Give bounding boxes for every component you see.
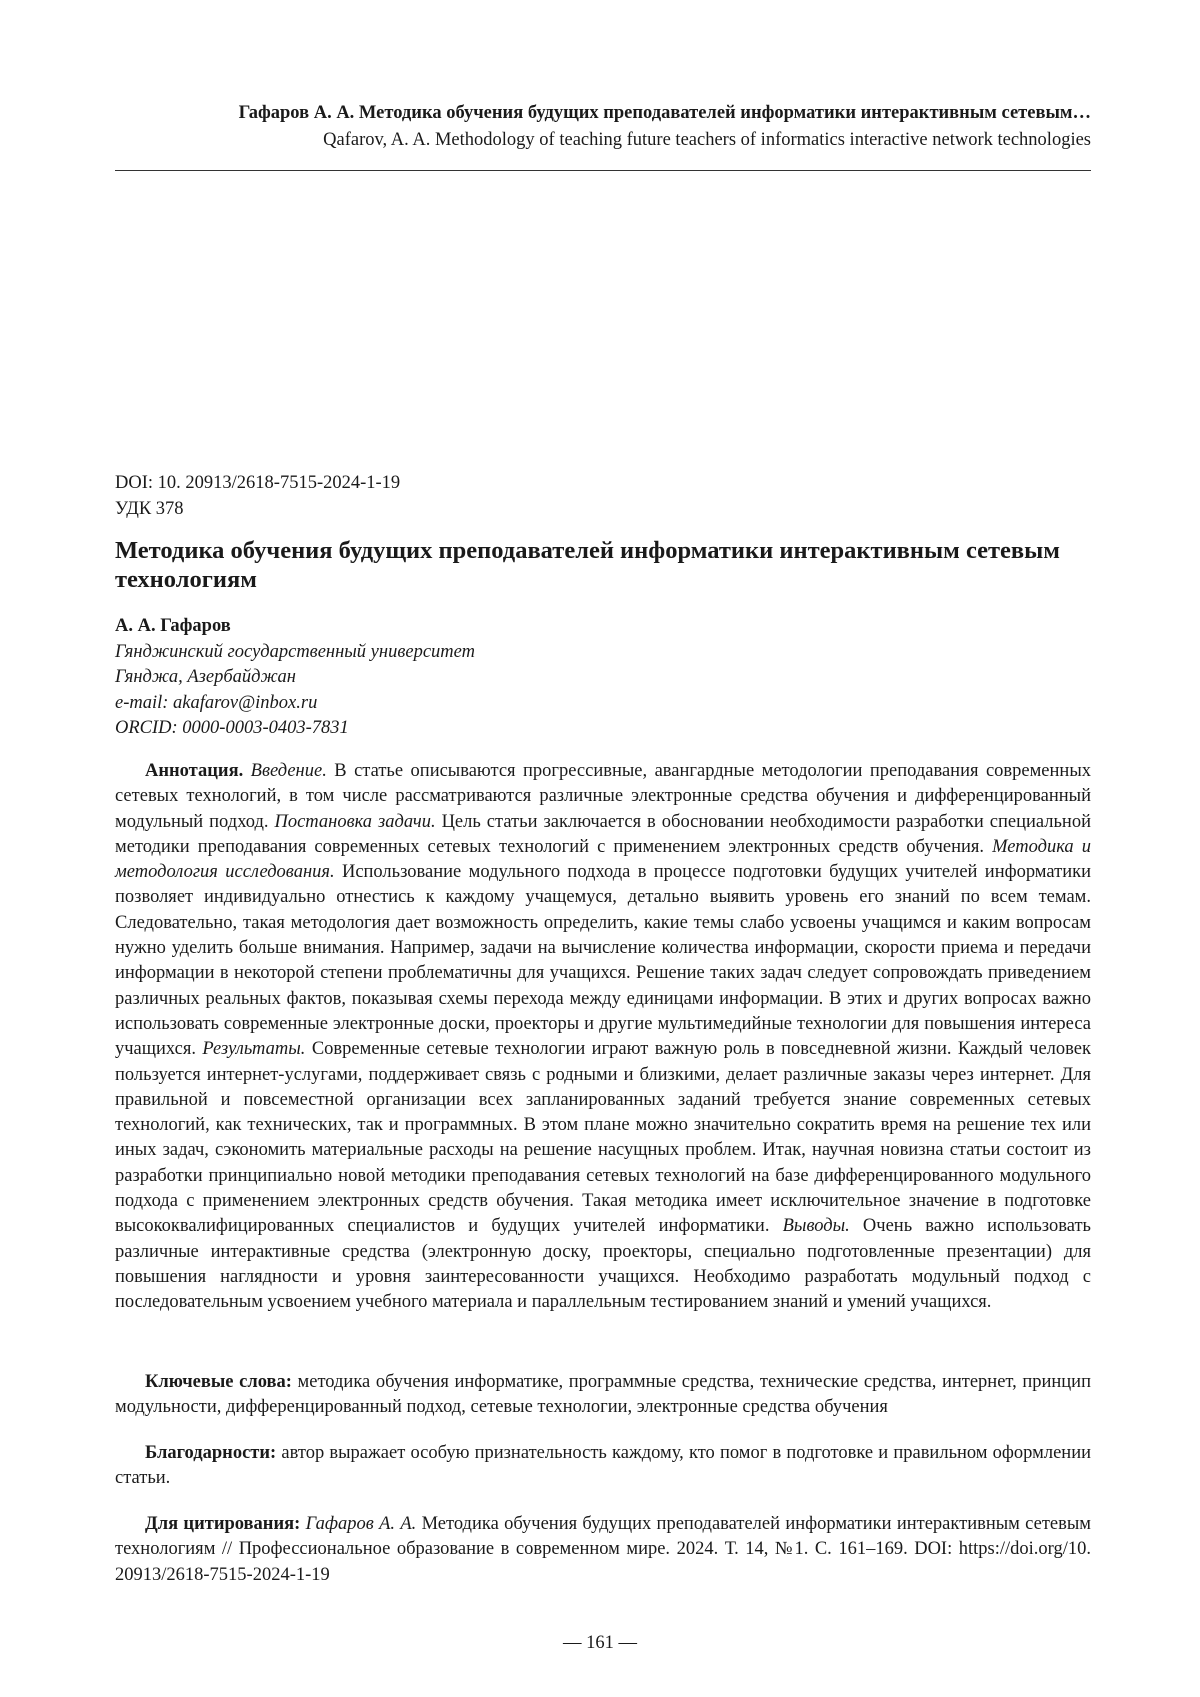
citation-text: Методика обучения будущих преподавателей информатики интерактивным сетевым технологиям // Профессиональное образование в современном мире. 2024. Т. 14, №1. С. 161–169. DOI: https://doi.org/10. 20913/2618-7515-2024-1-19 [115, 1514, 1091, 1585]
abstract-conclusions-text: Очень важно использовать различные интерактивные средства (электронную доску, проекторы, специально подготовленные презентации) для повышения наглядности и уровня заинтересованности учащихся. Необходимо разработать модульный подход с последовательным усвоением учебного материала и параллельным тестированием знаний и умений учащихся. [115, 1216, 1091, 1313]
page-number: — 161 — [563, 1633, 637, 1653]
abstract-method-text: Использование модульного подхода в процессе подготовки будущих учителей информатики позволяет индивидуально отнестись к каждому учащемуся, детально выявить уровень его знаний по всем темам. Следовательно, такая методология дает возможность определить, какие темы слабо усвоены учащимся и каким вопросам нужно уделить больше внимания. Например, задачи на вычисление количества информации, скорости приема и передачи информации в некоторой степени проблематичны для учащихся. Решение таких задач следует сопровождать приведением различных реальных фактов, показывая схемы перехода между единицами информации. В этих и других вопросах важно использовать современные электронные доски, проекторы и другие мультимедийные технологии для повышения интереса учащихся. [115, 862, 1091, 1060]
keywords-text: методика обучения информатике, программные средства, технические средства, интернет, принцип модульности, дифференцированный подход, сетевые технологии, электронные средства обучения [115, 1372, 1091, 1418]
abstract-task-label: Постановка задачи. [274, 811, 436, 832]
abstract-conclusions-label: Выводы. [782, 1216, 850, 1237]
citation-author: Гафаров А. А. [300, 1514, 417, 1534]
acknowledgements [115, 1441, 1091, 1492]
author-orcid[interactable]: ORCID: 0000-0003-0403-7831 [115, 718, 349, 738]
abstract [115, 759, 1091, 1316]
abstract-results-label: Результаты. [202, 1039, 306, 1060]
running-header-en: Qafarov, A. A. Methodology of teaching future teachers of informatics interactive network technologies [323, 130, 1091, 150]
citation-label: Для цитирования: [145, 1514, 301, 1534]
author-block [115, 614, 475, 742]
article-title: Методика обучения будущих преподавателей информатики интерактивным сетевым технологиям [115, 537, 1060, 593]
abstract-task-text: Цель статьи заключается в обосновании необходимости разработки специальной методики преподавания современных сетевых технологий с применением электронных средств обучения. [115, 811, 1091, 857]
doi[interactable]: DOI: 10. 20913/2618-7515-2024-1-19 [115, 473, 401, 493]
acknowledgements-label: Благодарности: [145, 1443, 277, 1463]
abstract-results-text: Современные сетевые технологии играют важную роль в повседневной жизни. Каждый человек пользуется интернет-услугами, поддерживает связь с родными и близкими, делает различные заказы через интернет. Для правильной и повсеместной организации всех запланированных заданий требуется знание современных сетевых технологий, как технических, так и программных. В этом плане можно значительно сократить время на решение тех или иных задач, сэкономить материальные расходы на решение насущных проблем. Итак, научная новизна статьи состоит из разработки принципиально новой методики преподавания сетевых технологий на базе дифференцированного модульного подхода с применением электронных средств обучения. Такая методика имеет исключительное значение в подготовке высококвалифицированных специалистов и будущих учителей информатики. [115, 1039, 1091, 1237]
abstract-intro-label: Введение. [250, 761, 327, 781]
abstract-method-label: Методика и методология исследования. [115, 836, 1091, 883]
author-email[interactable]: e-mail: akafarov@inbox.ru [115, 692, 318, 713]
running-header [115, 100, 1091, 154]
header-divider [115, 170, 1091, 171]
acknowledgements-text: автор выражает особую признательность каждому, кто помог в подготовке и правильном оформлении статьи. [115, 1443, 1091, 1489]
running-header-ru: Гафаров А. А. Методика обучения будущих преподавателей информатики интерактивным сетевым… [238, 103, 1091, 123]
author-affiliation: Гянджинский государственный университет [115, 641, 475, 662]
article-meta [115, 470, 400, 522]
abstract-label: Аннотация. [145, 761, 244, 781]
keywords [115, 1370, 1091, 1421]
keywords-label: Ключевые слова: [145, 1372, 292, 1392]
citation [115, 1512, 1091, 1588]
abstract-intro-text: В статье описываются прогрессивные, авангардные методологии преподавания современных сетевых технологий, в том числе рассматриваются различные электронные средства обучения и дифференцированный модульный подход. [115, 761, 1091, 832]
author-location: Гянджа, Азербайджан [115, 667, 296, 687]
author-name: А. А. Гафаров [115, 616, 231, 636]
udk: УДК 378 [115, 499, 184, 519]
